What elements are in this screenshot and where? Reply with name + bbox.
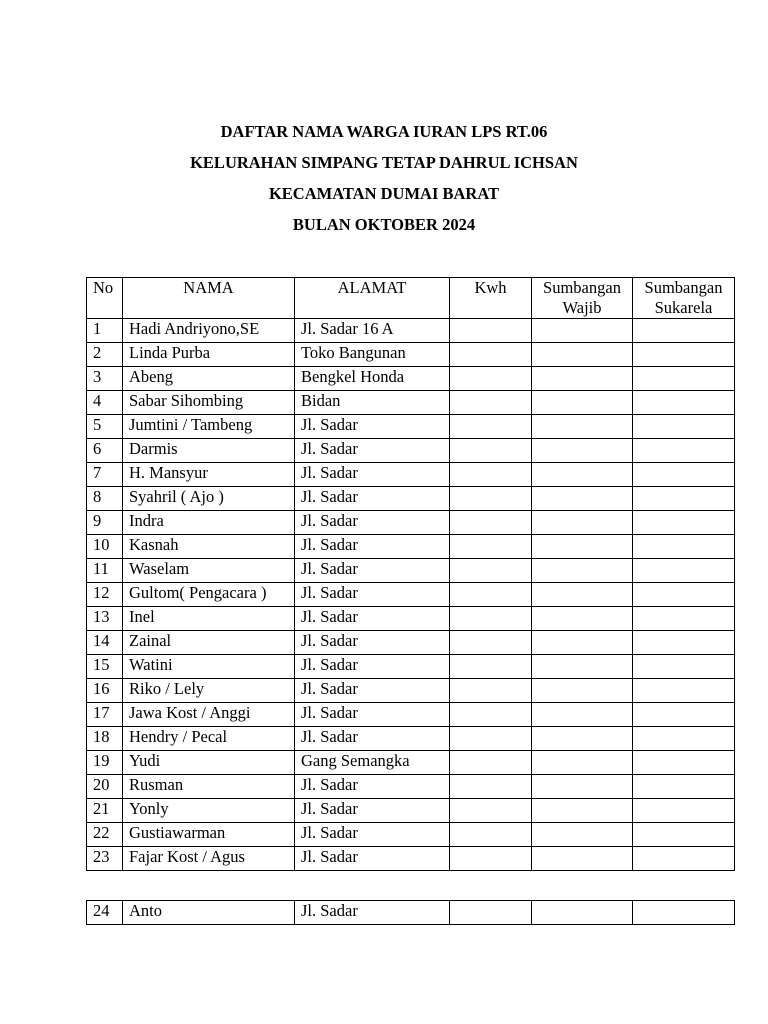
cell-no: 8 [87,487,123,511]
table-row [87,439,735,463]
cell-no: 16 [87,679,123,703]
cell-alamat: Jl. Sadar [295,901,450,925]
cell-sumbangan-wajib [532,535,633,559]
cell-sumbangan-wajib [532,751,633,775]
cell-nama: Syahril ( Ajo ) [123,487,295,511]
cell-sumbangan-wajib [532,343,633,367]
header-sumbangan-wajib: Sumbangan Wajib [532,278,633,319]
cell-nama: Anto [123,901,295,925]
cell-sumbangan-wajib [532,487,633,511]
cell-sumbangan-sukarela [633,319,735,343]
cell-sumbangan-sukarela [633,631,735,655]
cell-alamat: Jl. Sadar [295,487,450,511]
table-row [87,487,735,511]
cell-alamat: Gang Semangka [295,751,450,775]
cell-sumbangan-sukarela [633,655,735,679]
cell-alamat: Jl. Sadar [295,631,450,655]
cell-nama: Abeng [123,367,295,391]
cell-nama: H. Mansyur [123,463,295,487]
cell-kwh [450,463,532,487]
table-row [87,367,735,391]
table-row [87,775,735,799]
cell-sumbangan-wajib [532,799,633,823]
cell-no: 10 [87,535,123,559]
cell-kwh [450,439,532,463]
resident-dues-table [86,277,735,871]
cell-alamat: Jl. Sadar [295,511,450,535]
cell-sumbangan-sukarela [633,391,735,415]
cell-nama: Jumtini / Tambeng [123,415,295,439]
cell-kwh [450,391,532,415]
cell-kwh [450,631,532,655]
cell-kwh [450,607,532,631]
cell-sumbangan-wajib [532,439,633,463]
cell-sumbangan-wajib [532,727,633,751]
cell-alamat: Jl. Sadar [295,583,450,607]
cell-nama: Fajar Kost / Agus [123,847,295,871]
cell-nama: Indra [123,511,295,535]
cell-alamat: Jl. Sadar 16 A [295,319,450,343]
cell-kwh [450,535,532,559]
document-header [0,121,768,245]
cell-sumbangan-wajib [532,319,633,343]
cell-sumbangan-wajib [532,631,633,655]
table-row [87,823,735,847]
cell-sumbangan-sukarela [633,727,735,751]
table-row [87,799,735,823]
header-alamat: ALAMAT [295,278,450,319]
title-line-3: KECAMATAN DUMAI BARAT [268,184,500,203]
cell-nama: Watini [123,655,295,679]
cell-sumbangan-wajib [532,367,633,391]
cell-kwh [450,901,532,925]
cell-no: 18 [87,727,123,751]
cell-alamat: Jl. Sadar [295,463,450,487]
cell-no: 11 [87,559,123,583]
cell-kwh [450,799,532,823]
cell-no: 15 [87,655,123,679]
cell-sumbangan-wajib [532,583,633,607]
table-row [87,631,735,655]
cell-alamat: Bengkel Honda [295,367,450,391]
table-row [87,751,735,775]
cell-no: 24 [87,901,123,925]
cell-kwh [450,487,532,511]
cell-nama: Zainal [123,631,295,655]
cell-sumbangan-sukarela [633,583,735,607]
cell-sumbangan-wajib [532,847,633,871]
table-row [87,583,735,607]
cell-nama: Darmis [123,439,295,463]
cell-kwh [450,751,532,775]
cell-sumbangan-sukarela [633,343,735,367]
cell-sumbangan-sukarela [633,607,735,631]
cell-no: 21 [87,799,123,823]
cell-alamat: Jl. Sadar [295,439,450,463]
cell-sumbangan-wajib [532,607,633,631]
cell-kwh [450,583,532,607]
cell-alamat: Jl. Sadar [295,535,450,559]
cell-no: 20 [87,775,123,799]
cell-sumbangan-sukarela [633,901,735,925]
header-nama: NAMA [123,278,295,319]
cell-nama: Yonly [123,799,295,823]
cell-kwh [450,679,532,703]
cell-nama: Hadi Andriyono,SE [123,319,295,343]
cell-no: 6 [87,439,123,463]
cell-sumbangan-sukarela [633,679,735,703]
header-no: No [87,278,123,319]
cell-sumbangan-sukarela [633,535,735,559]
cell-sumbangan-sukarela [633,463,735,487]
table-row [87,607,735,631]
cell-sumbangan-wajib [532,463,633,487]
cell-no: 7 [87,463,123,487]
cell-nama: Waselam [123,559,295,583]
cell-kwh [450,559,532,583]
cell-sumbangan-sukarela [633,367,735,391]
cell-alamat: Bidan [295,391,450,415]
cell-kwh [450,727,532,751]
cell-kwh [450,367,532,391]
table-row [87,655,735,679]
cell-kwh [450,775,532,799]
cell-no: 17 [87,703,123,727]
cell-sumbangan-sukarela [633,847,735,871]
cell-sumbangan-sukarela [633,703,735,727]
table-row [87,463,735,487]
cell-nama: Yudi [123,751,295,775]
cell-nama: Gultom( Pengacara ) [123,583,295,607]
cell-sumbangan-wajib [532,511,633,535]
table-row [87,559,735,583]
cell-sumbangan-wajib [532,415,633,439]
header-kwh: Kwh [450,278,532,319]
header-sumbangan-sukarela: Sumbangan Sukarela [633,278,735,319]
cell-kwh [450,847,532,871]
cell-sumbangan-wajib [532,655,633,679]
cell-sumbangan-wajib [532,901,633,925]
title-line-4: BULAN OKTOBER 2024 [292,215,476,234]
cell-sumbangan-wajib [532,559,633,583]
table-row [87,343,735,367]
cell-sumbangan-sukarela [633,799,735,823]
cell-sumbangan-sukarela [633,823,735,847]
table-body-continued [87,901,735,925]
cell-nama: Hendry / Pecal [123,727,295,751]
cell-alamat: Jl. Sadar [295,415,450,439]
cell-nama: Gustiawarman [123,823,295,847]
cell-no: 19 [87,751,123,775]
table-body [87,319,735,871]
cell-alamat: Jl. Sadar [295,823,450,847]
cell-alamat: Jl. Sadar [295,655,450,679]
cell-no: 2 [87,343,123,367]
cell-kwh [450,703,532,727]
cell-no: 5 [87,415,123,439]
cell-sumbangan-sukarela [633,775,735,799]
cell-sumbangan-wajib [532,391,633,415]
table-row [87,847,735,871]
cell-kwh [450,823,532,847]
cell-nama: Inel [123,607,295,631]
cell-nama: Jawa Kost / Anggi [123,703,295,727]
table-row [87,727,735,751]
cell-nama: Kasnah [123,535,295,559]
cell-sumbangan-wajib [532,679,633,703]
cell-kwh [450,319,532,343]
table-row [87,391,735,415]
table-row [87,511,735,535]
cell-kwh [450,655,532,679]
cell-alamat: Jl. Sadar [295,799,450,823]
cell-no: 9 [87,511,123,535]
title-line-1: DAFTAR NAMA WARGA IURAN LPS RT.06 [220,122,548,141]
cell-alamat: Jl. Sadar [295,679,450,703]
table-row [87,535,735,559]
cell-sumbangan-sukarela [633,487,735,511]
cell-alamat: Toko Bangunan [295,343,450,367]
cell-sumbangan-wajib [532,775,633,799]
cell-alamat: Jl. Sadar [295,775,450,799]
cell-alamat: Jl. Sadar [295,559,450,583]
table-row [87,319,735,343]
cell-no: 14 [87,631,123,655]
cell-no: 4 [87,391,123,415]
table-row [87,415,735,439]
cell-alamat: Jl. Sadar [295,847,450,871]
resident-dues-table-continued [86,900,735,925]
cell-sumbangan-sukarela [633,511,735,535]
cell-sumbangan-sukarela [633,439,735,463]
table-row [87,901,735,925]
cell-alamat: Jl. Sadar [295,727,450,751]
cell-nama: Linda Purba [123,343,295,367]
cell-kwh [450,415,532,439]
cell-alamat: Jl. Sadar [295,703,450,727]
cell-sumbangan-wajib [532,703,633,727]
cell-no: 12 [87,583,123,607]
table-row [87,679,735,703]
cell-sumbangan-sukarela [633,559,735,583]
table-header-row [87,278,735,319]
cell-nama: Sabar Sihombing [123,391,295,415]
cell-sumbangan-sukarela [633,751,735,775]
cell-no: 23 [87,847,123,871]
cell-kwh [450,343,532,367]
cell-no: 1 [87,319,123,343]
cell-kwh [450,511,532,535]
cell-no: 22 [87,823,123,847]
cell-sumbangan-wajib [532,823,633,847]
cell-alamat: Jl. Sadar [295,607,450,631]
cell-sumbangan-sukarela [633,415,735,439]
cell-nama: Rusman [123,775,295,799]
table-row [87,703,735,727]
cell-no: 3 [87,367,123,391]
cell-no: 13 [87,607,123,631]
cell-nama: Riko / Lely [123,679,295,703]
title-line-2: KELURAHAN SIMPANG TETAP DAHRUL ICHSAN [190,153,578,172]
